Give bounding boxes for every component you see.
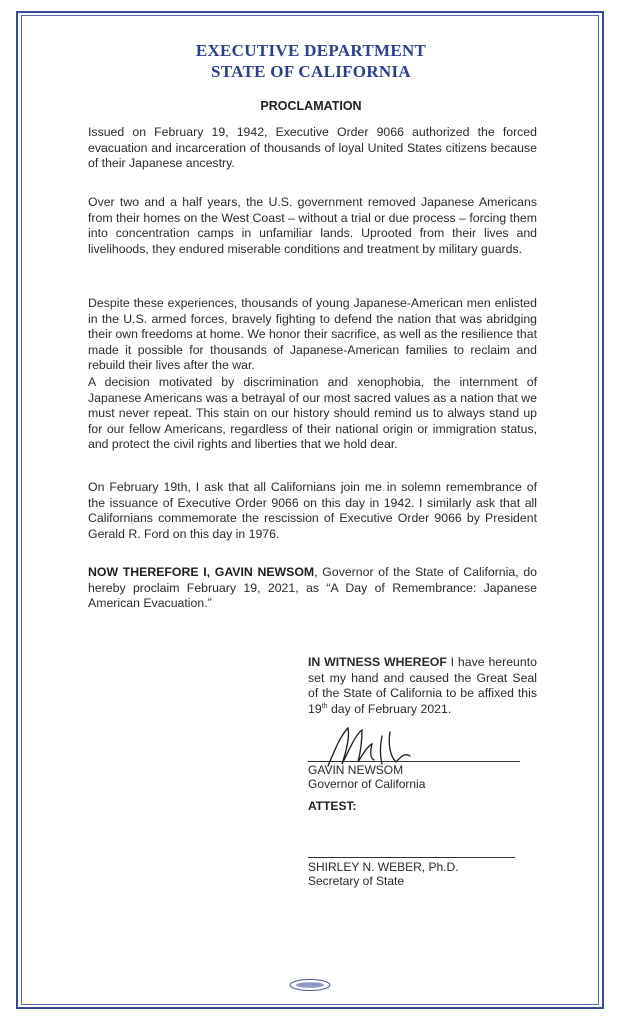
proclamation-lead: NOW THEREFORE I, GAVIN NEWSOM <box>88 565 315 579</box>
document-title: PROCLAMATION <box>260 99 362 113</box>
proclamation-paragraph <box>88 565 537 612</box>
witness-text-after: day of February 2021. <box>327 701 452 716</box>
letterhead-line2: STATE OF CALIFORNIA <box>211 62 411 81</box>
proclamation-text: , Governor of the State of California, do hereby proclaim February 19, 2021, as “A Day of Remembrance: Japanese American Evacuation.” <box>88 565 537 611</box>
witness-paragraph <box>308 655 537 717</box>
governor-name: GAVIN NEWSOM <box>308 763 404 777</box>
attest-label: ATTEST: <box>308 799 357 813</box>
governor-signature-line <box>308 761 520 762</box>
witness-text-before: I have hereunto set my hand and caused the Great Seal of the State of California to be affixed this 19 <box>308 655 537 716</box>
governor-title: Governor of California <box>308 777 426 791</box>
paragraph-3: Despite these experiences, thousands of young Japanese-American men enlisted in the U.S. armed forces, bravely fighting to defend the nation that was abridging their own freedoms at home. We honor their sacrifice, as well as the resilience that made it possible for thousands of Japanese-American families to reclaim and rebuild their lives after the war. <box>88 296 537 373</box>
printer-stamp-icon <box>288 978 332 992</box>
secretary-signature-line <box>308 857 515 858</box>
secretary-title: Secretary of State <box>308 874 405 888</box>
secretary-name: SHIRLEY N. WEBER, Ph.D. <box>308 860 459 874</box>
witness-lead: IN WITNESS WHEREOF <box>308 655 447 669</box>
paragraph-1: Issued on February 19, 1942, Executive Order 9066 authorized the forced evacuation and incarceration of thousands of loyal United States citizens because of their Japanese ancestry. <box>88 125 537 171</box>
paragraph-5: On February 19th, I ask that all Californians join me in solemn remembrance of the issuance of Executive Order 9066 on this day in 1942. I similarly ask that all Californians commemorate the rescission of Executive Order 9066 by President Gerald R. Ford on this day in 1976. <box>88 480 537 541</box>
letterhead-line1: EXECUTIVE DEPARTMENT <box>195 41 427 60</box>
paragraph-2: Over two and a half years, the U.S. government removed Japanese Americans from their homes on the West Coast – without a trial or due process – forcing them into concentration camps in unfamiliar lands. Uprooted from their lives and livelihoods, they endured miserable conditions and treatment by military guards. <box>88 195 537 256</box>
paragraph-4: A decision motivated by discrimination and xenophobia, the internment of Japanese Americans was a betrayal of our most sacred values as a nation that we must never repeat. This stain on our history should remind us to always stand up for our fellow Americans, regardless of their national origin or immigration status, and protect the civil rights and liberties that we hold dear. <box>88 375 537 452</box>
letterhead <box>0 40 622 82</box>
witness-superscript: th <box>321 702 328 710</box>
